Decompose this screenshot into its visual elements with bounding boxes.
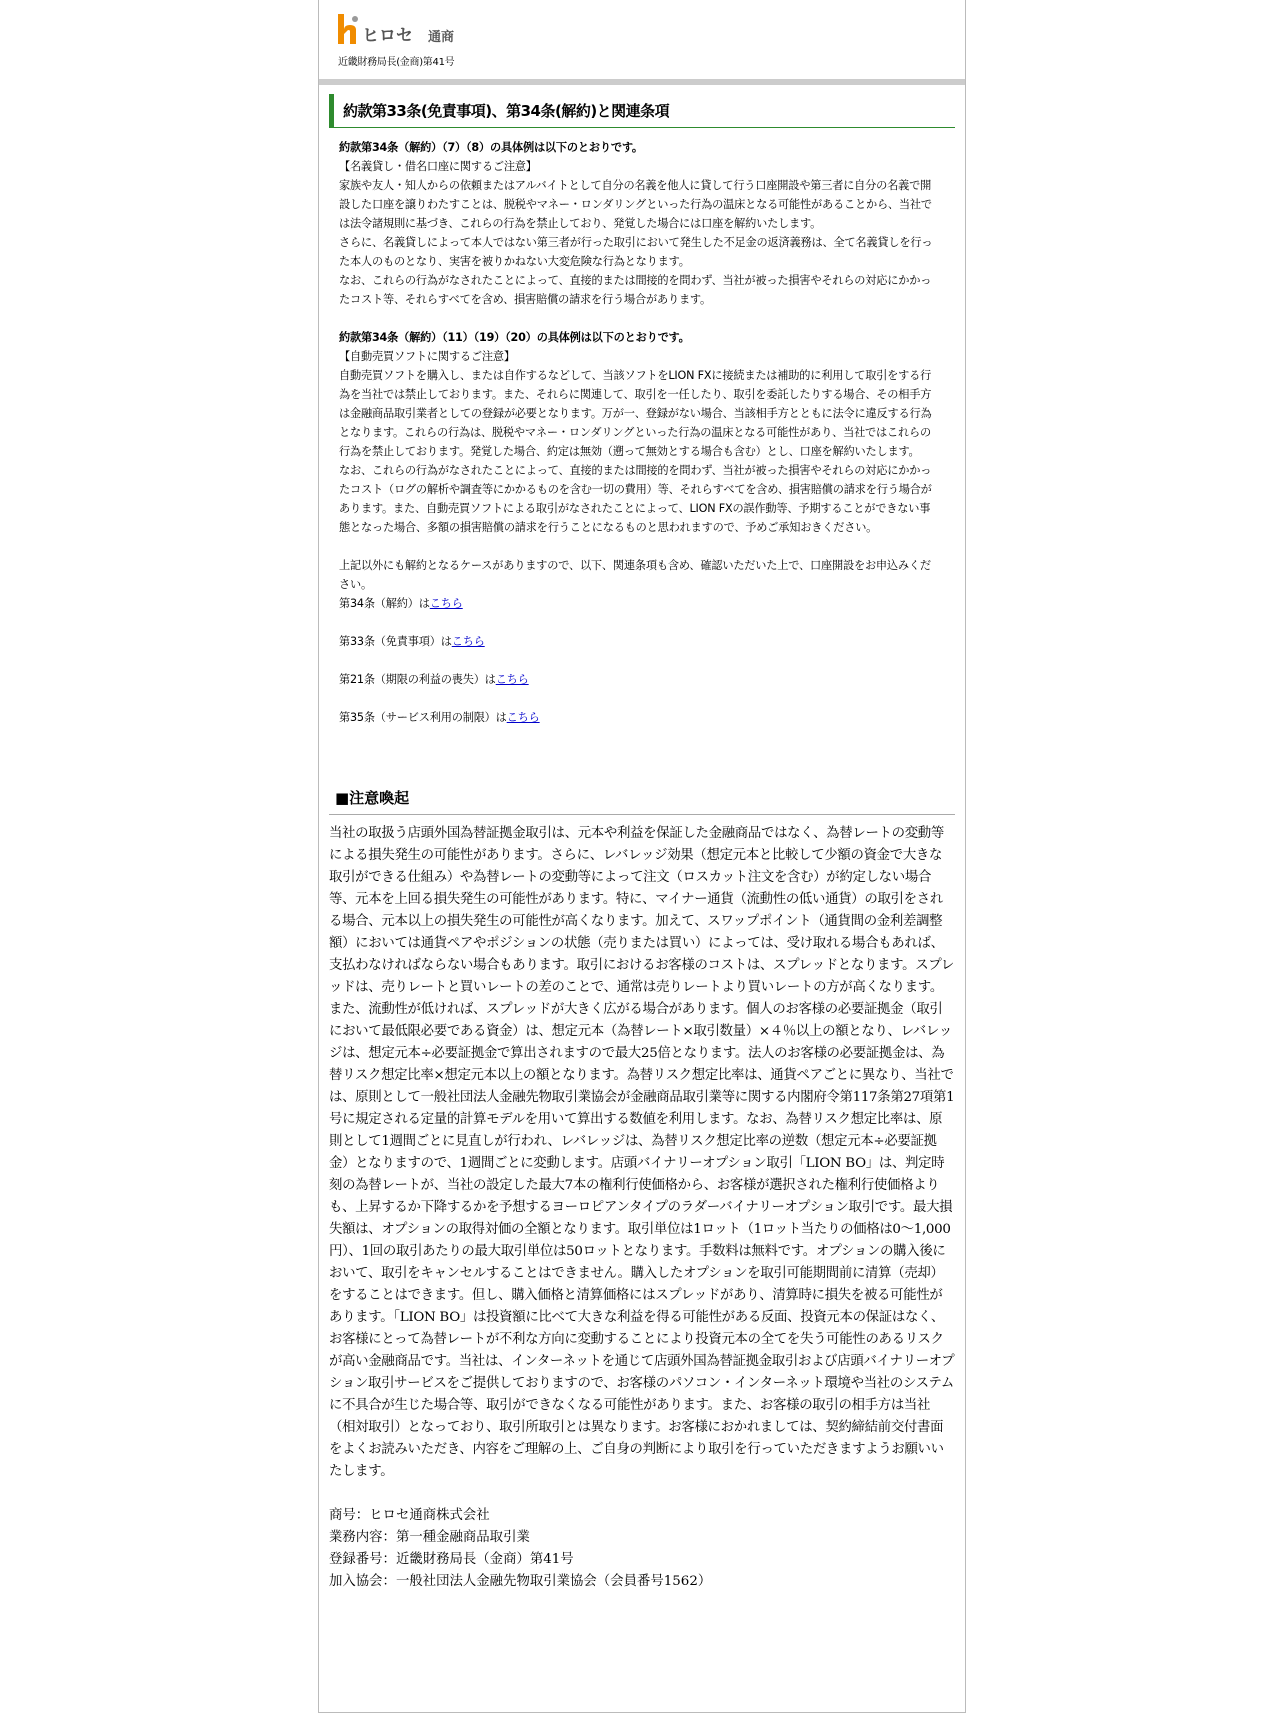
- section-title-wrap: [329, 94, 955, 128]
- svg-text:通商: 通商: [428, 30, 455, 45]
- article-33-link[interactable]: こちら: [451, 635, 485, 648]
- company-association: 加入協会：一般社団法人金融先物取引業協会（会員番号1562）: [329, 1574, 712, 1589]
- spacer: [339, 689, 937, 708]
- terms-block1-paragraph: さらに、名義貸しによって本人ではない第三者が行った取引において発生した不足金の返済義務は、全て名義貸しを行った本人のものとなり、実害を被りかねない大変危険な行為となります。: [339, 236, 933, 268]
- company-business: 業務内容：第一種金融商品取引業: [329, 1530, 530, 1545]
- svg-text:ヒロセ: ヒロセ: [362, 26, 413, 46]
- terms-block2-paragraph: なお、これらの行為がなされたことによって、直接的または間接的を問わず、当社が被った損害やそれらの対応にかかったコスト（ログの解析や調査等にかかるものを含む一切の費用）等、それらすべてを含め、損害賠償の請求を行う場合があります。また、自動売買ソフトによる取引がなされたことによって、LION FXの誤作動等、予期することができない事態となった場合、多額の損害賠償の請求を行うことになるものと思われますので、予めご承知おきください。: [339, 464, 932, 534]
- terms-content: [339, 138, 937, 727]
- spacer: [339, 651, 937, 670]
- article-link-label: 第34条（解約）は: [339, 597, 430, 610]
- article-34-link[interactable]: こちら: [429, 597, 463, 610]
- article-link-row: [339, 594, 937, 613]
- terms-block2-subheading: 【自動売買ソフトに関するご注意】: [339, 350, 515, 363]
- article-21-link[interactable]: こちら: [495, 673, 529, 686]
- terms-block1-heading: 約款第34条（解約）（7）（8）の具体例は以下のとおりです。: [339, 141, 643, 154]
- article-35-link[interactable]: こちら: [506, 711, 540, 724]
- article-link-label: 第35条（サービス利用の制限）は: [339, 711, 507, 724]
- section-title: 約款第33条(免責事項)、第34条(解約)と関連条項: [329, 94, 955, 128]
- header: [319, 0, 965, 79]
- article-link-row: [339, 708, 937, 727]
- article-link-label: 第33条（免責事項）は: [339, 635, 452, 648]
- article-link-row: [339, 670, 937, 689]
- terms-block2-heading: 約款第34条（解約）（11）（19）（20）の具体例は以下のとおりです。: [339, 331, 690, 344]
- notice-heading: ■注意喚起: [329, 787, 955, 815]
- company-registration: 登録番号：近畿財務局長（金商）第41号: [329, 1552, 574, 1567]
- article-link-label: 第21条（期限の利益の喪失）は: [339, 673, 496, 686]
- terms-block1-paragraph: 家族や友人・知人からの依頼またはアルバイトとして自分の名義を他人に貸して行う口座開設や第三者に自分の名義で開設した口座を譲りわたすことは、脱税やマネー・ロンダリングといった行為の温床となる可能性があることから、当社では法令諸規則に基づき、これらの行為を禁止しており、発覚した場合には口座を解約いたします。: [339, 179, 932, 230]
- header-divider: [319, 79, 965, 85]
- terms-closing: 上記以外にも解約となるケースがありますので、以下、関連条項も含め、確認いただいた上で、口座開設をお申込みください。: [339, 559, 931, 591]
- terms-block1-paragraph: なお、これらの行為がなされたことによって、直接的または間接的を問わず、当社が被った損害やそれらの対応にかかったコスト等、それらすべてを含め、損害賠償の請求を行う場合があります。: [339, 274, 932, 306]
- article-link-row: [339, 632, 937, 651]
- page-container: [318, 0, 966, 1713]
- terms-block1-subheading: 【名義貸し・借名口座に関するご注意】: [339, 160, 537, 173]
- company-info: [329, 1505, 955, 1593]
- logo-registration-number: 近畿財務局長(金商)第41号: [338, 57, 455, 68]
- company-name: 商号：ヒロセ通商株式会社: [329, 1508, 490, 1523]
- spacer: [339, 613, 937, 632]
- terms-block2-paragraph: 自動売買ソフトを購入し、または自作するなどして、当該ソフトをLION FXに接続または補助的に利用して取引をする行為を当社では禁止しております。また、それらに関連して、取引を一任したり、取引を委託したりする場合、その相手方は金融商品取引業者としての登録が必要となります。万が一、登録がない場合、当該相手方とともに法令に違反する行為となります。これらの行為は、脱税やマネー・ロンダリングといった行為の温床となる可能性があり、当社ではこれらの行為を禁止しております。発覚した場合、約定は無効（遡って無効とする場合も含む）とし、口座を解約いたします。: [339, 369, 932, 458]
- spacer: [339, 309, 937, 328]
- spacer: [339, 537, 937, 556]
- notice-body: 当社の取扱う店頭外国為替証拠金取引は、元本や利益を保証した金融商品ではなく、為替レートの変動等による損失発生の可能性があります。さらに、レバレッジ効果（想定元本と比較して少額の資金で大きな取引ができる仕組み）や為替レートの変動等によって注文（ロスカット注文を含む）が約定しない場合等、元本を上回る損失発生の可能性があります。特に、マイナー通貨（流動性の低い通貨）の取引をされる場合、元本以上の損失発生の可能性が高くなります。加えて、スワップポイント（通貨間の金利差調整額）においては通貨ペアやポジションの状態（売りまたは買い）によっては、受け取れる場合もあれば、支払わなければならない場合もあります。取引におけるお客様のコストは、スプレッドとなります。スプレッドは、売りレートと買いレートの差のことで、通常は売りレートより買いレートの方が高くなります。また、流動性が低ければ、スプレッドが大きく広がる場合があります。個人のお客様の必要証拠金（取引において最低限必要である資金）は、想定元本（為替レート×取引数量）×４％以上の額となり、レバレッジは、想定元本÷必要証拠金で算出されますので最大25倍となります。法人のお客様の必要証拠金は、為替リスク想定比率×想定元本以上の額となります。為替リスク想定比率は、通貨ペアごとに異なり、当社では、原則として一般社団法人金融先物取引業協会が金融商品取引業等に関する内閣府令第117条第27項第1号に規定される定量的計算モデルを用いて算出する数値を利用します。なお、為替リスク想定比率は、原則として1週間ごとに見直しが行われ、レバレッジは、為替リスク想定比率の逆数（想定元本÷必要証拠金）となりますので、1週間ごとに変動します。店頭バイナリーオプション取引「LION BO」は、判定時刻の為替レートが、当社の設定した最大7本の権利行使価格から、お客様が選択された権利行使価格よりも、上昇するか下降するかを予想するヨーロピアンタイプのラダーバイナリーオプション取引です。最大損失額は、オプションの取得対価の全額となります。取引単位は1ロット（1ロット当たりの価格は0～1,000円）、1回の取引あたりの最大取引単位は50ロットとなります。手数料は無料です。オプションの購入後において、取引をキャンセルすることはできません。購入したオプションを取引可能期間前に清算（売却）をすることはできます。但し、購入価格と清算価格にはスプレッドがあり、清算時に損失を被る可能性があります。「LION BO」は投資額に比べて大きな利益を得る可能性がある反面、投資元本の保証はなく、お客様にとって為替レートが不利な方向に変動することにより投資元本の全てを失う可能性のあるリスクが高い金融商品です。当社は、インターネットを通じて店頭外国為替証拠金取引および店頭バイナリーオプション取引サービスをご提供しておりますので、お客様のパソコン・インターネット環境や当社のシステムに不具合が生じた場合等、取引ができなくなる可能性があります。また、お客様の取引の相手方は当社（相対取引）となっており、取引所取引とは異なります。お客様におかれましては、契約締結前交付書面をよくお読みいただき、内容をご理解の上、ご自身の判断により取引を行っていただきますようお願いいたします。: [329, 826, 955, 1479]
